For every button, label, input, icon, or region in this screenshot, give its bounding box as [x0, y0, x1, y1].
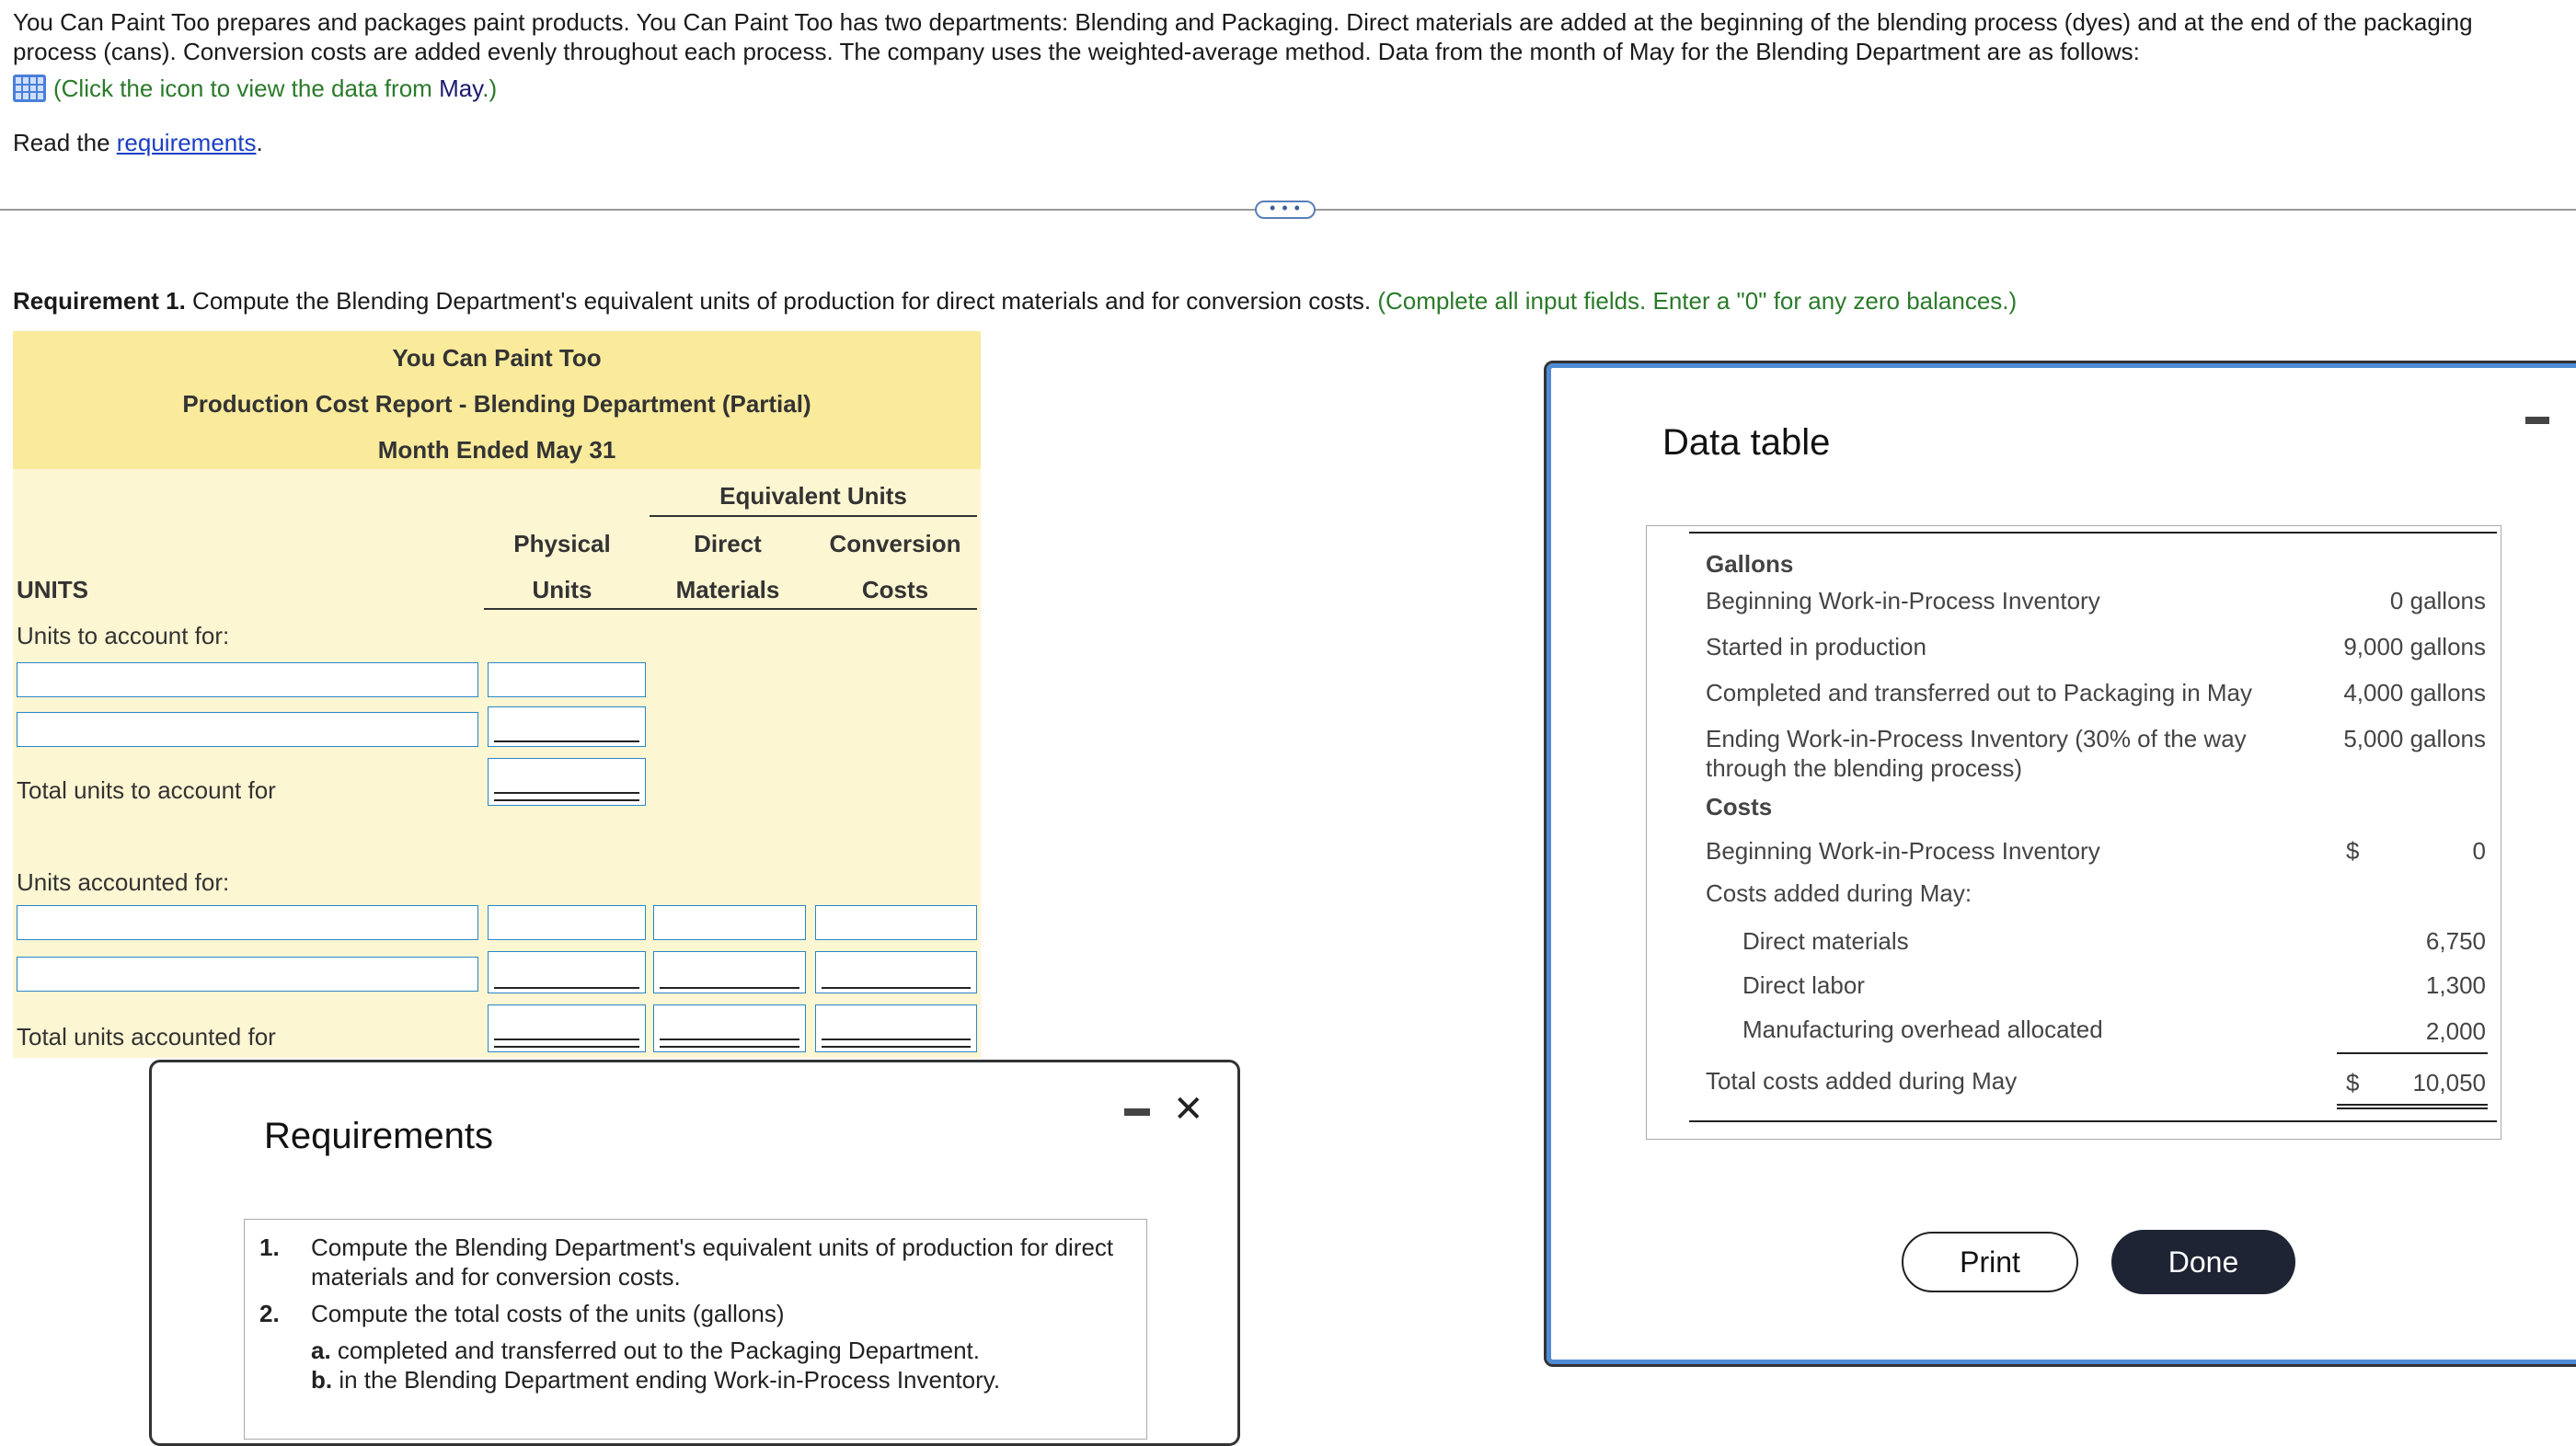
requirements-link[interactable]: requirements: [116, 129, 257, 156]
requirement-text-line: materials and for conversion costs.: [311, 1263, 681, 1291]
done-button[interactable]: Done: [2111, 1230, 2295, 1294]
row-label: Ending Work-in-Process Inventory (30% of the way: [1706, 725, 2247, 752]
requirements-dialog: [149, 1060, 1240, 1446]
row-value: 4,000 gallons: [2343, 679, 2486, 706]
table-top-rule: [1689, 532, 2497, 534]
accounted-row-2-cc-input[interactable]: [815, 951, 977, 993]
requirement-number: 1.: [259, 1234, 280, 1261]
report-period: Month Ended May 31: [377, 436, 616, 464]
requirement-item: [259, 1233, 1133, 1291]
report-company: You Can Paint Too: [392, 344, 602, 372]
total-units-accounted-for-label: Total units accounted for: [17, 1023, 276, 1050]
print-button[interactable]: Print: [1902, 1232, 2078, 1292]
row-label-cont: through the blending process): [1706, 754, 2023, 782]
total-costs-label: Total costs added during May: [1706, 1067, 2018, 1095]
accounted-row-1-physical-input[interactable]: [488, 905, 646, 940]
moh-label: Manufacturing overhead allocated: [1742, 1016, 2103, 1043]
data-table-title: Data table: [1662, 422, 1831, 463]
requirement-1-label: Requirement 1.: [13, 287, 186, 315]
requirement-1-prompt: [13, 287, 2017, 316]
report-header: [13, 331, 981, 469]
read-requirements-line: [13, 129, 263, 157]
total-accounted-dm-input[interactable]: [653, 1004, 806, 1052]
account-row-1-physical-input[interactable]: [488, 662, 646, 697]
total-accounted-cc-input[interactable]: [815, 1004, 977, 1052]
sub-b-text: in the Blending Department ending Work-in-Process Inventory.: [332, 1366, 1001, 1394]
beginning-wip-cost-label: Beginning Work-in-Process Inventory: [1706, 837, 2100, 865]
requirement-sub-b: [311, 1365, 1130, 1394]
total-units-to-account-for-label: Total units to account for: [17, 776, 276, 804]
row-value: 5,000 gallons: [2343, 725, 2486, 752]
read-suffix: .: [256, 129, 263, 156]
data-link-suffix: .): [482, 75, 498, 102]
currency-symbol: $: [2346, 837, 2360, 865]
report-title: Production Cost Report - Blending Department (Partial): [182, 390, 811, 418]
total-to-account-physical-input[interactable]: [488, 758, 646, 806]
direct-labor-value: 1,300: [2425, 971, 2486, 999]
gallons-header: Gallons: [1706, 550, 1794, 578]
columns-rule: [484, 608, 977, 610]
data-table: [1646, 525, 2501, 1140]
read-prefix: Read the: [13, 129, 117, 156]
requirement-text-line: Compute the Blending Department's equivalent units of production for direct: [311, 1234, 1114, 1261]
direct-materials-label: Direct materials: [1742, 927, 1909, 955]
account-row-2-label-input[interactable]: [17, 712, 478, 747]
requirement-1-text: Compute the Blending Department's equivalent units of production for direct materials and for conversion costs.: [185, 287, 1378, 315]
accounted-row-1-dm-input[interactable]: [653, 905, 806, 940]
view-data-link[interactable]: [13, 74, 497, 103]
row-value: 9,000 gallons: [2343, 633, 2486, 660]
col-cc-1: Conversion: [829, 530, 961, 557]
sub-b-label: b.: [311, 1366, 333, 1394]
data-link-prefix: (Click the icon to view the data from: [53, 75, 440, 102]
costs-added-label: Costs added during May:: [1706, 879, 1972, 907]
sub-a-text: completed and transferred out to the Packaging Department.: [330, 1337, 980, 1364]
costs-header: Costs: [1706, 793, 1773, 821]
account-row-2-physical-input[interactable]: [488, 706, 646, 747]
units-to-account-for-label: Units to account for:: [17, 622, 230, 649]
col-cc-2: Costs: [861, 576, 929, 603]
currency-symbol: $: [2346, 1069, 2360, 1096]
header-rule: [650, 515, 977, 517]
accounted-row-1-cc-input[interactable]: [815, 905, 977, 940]
accounted-row-2-physical-input[interactable]: [488, 951, 646, 993]
total-accounted-physical-input[interactable]: [488, 1004, 646, 1052]
col-dm-1: Direct: [694, 530, 762, 557]
requirement-1-hint: (Complete all input fields. Enter a "0" for any zero balances.): [1377, 287, 2018, 315]
beginning-wip-cost-value: 0: [2472, 837, 2486, 865]
row-label: Beginning Work-in-Process Inventory: [1706, 587, 2100, 614]
total-costs-value: 10,050: [2412, 1069, 2486, 1096]
minimize-icon[interactable]: [1124, 1108, 1150, 1116]
total-double-rule: [2337, 1104, 2488, 1109]
col-physical-2: Units: [532, 576, 592, 603]
accounted-row-2-dm-input[interactable]: [653, 951, 806, 993]
requirements-list: [244, 1219, 1147, 1440]
sub-a-label: a.: [311, 1337, 331, 1364]
col-physical-1: Physical: [513, 530, 611, 557]
units-header: UNITS: [17, 576, 88, 603]
report-body: [13, 469, 981, 1058]
row-value: 0 gallons: [2389, 587, 2486, 614]
col-dm-2: Materials: [675, 576, 780, 603]
data-link-month: May: [439, 75, 483, 102]
row-label: Started in production: [1706, 633, 1926, 660]
requirement-text-line: Compute the total costs of the units (gallons): [311, 1300, 785, 1327]
direct-materials-value: 6,750: [2425, 927, 2486, 955]
minimize-icon[interactable]: [2525, 417, 2549, 424]
moh-value: 2,000: [2425, 1017, 2486, 1045]
requirement-number: 2.: [259, 1300, 280, 1327]
requirement-item: [259, 1299, 1133, 1328]
expand-toggle[interactable]: • • •: [1255, 201, 1316, 219]
accounted-row-1-label-input[interactable]: [17, 905, 478, 940]
direct-labor-label: Direct labor: [1742, 971, 1865, 999]
table-bottom-rule: [1689, 1120, 2497, 1122]
row-label: Completed and transferred out to Packaging in May: [1706, 679, 2253, 706]
requirement-sub-a: [311, 1336, 1130, 1365]
problem-intro: You Can Paint Too prepares and packages paint products. You Can Paint Too has two departments: Blending and Packaging. Direct materials are added at the beginning of the blending process (dyes) and at the end of the packaging process (cans). Conversion costs are added evenly throughout each process. The company uses the weighted-average method. Data from the month of May for the Blending Department are as follows:: [13, 8, 2473, 65]
requirements-title: Requirements: [264, 1116, 494, 1156]
subtotal-rule: [2337, 1052, 2488, 1054]
account-row-1-label-input[interactable]: [17, 662, 478, 697]
close-icon[interactable]: ✕: [1173, 1089, 1204, 1130]
table-grid-icon[interactable]: [13, 75, 46, 102]
equivalent-units-header: Equivalent Units: [719, 482, 907, 510]
units-accounted-for-label: Units accounted for:: [17, 868, 230, 896]
accounted-row-2-label-input[interactable]: [17, 957, 478, 992]
data-table-dialog: [1544, 361, 2576, 1367]
